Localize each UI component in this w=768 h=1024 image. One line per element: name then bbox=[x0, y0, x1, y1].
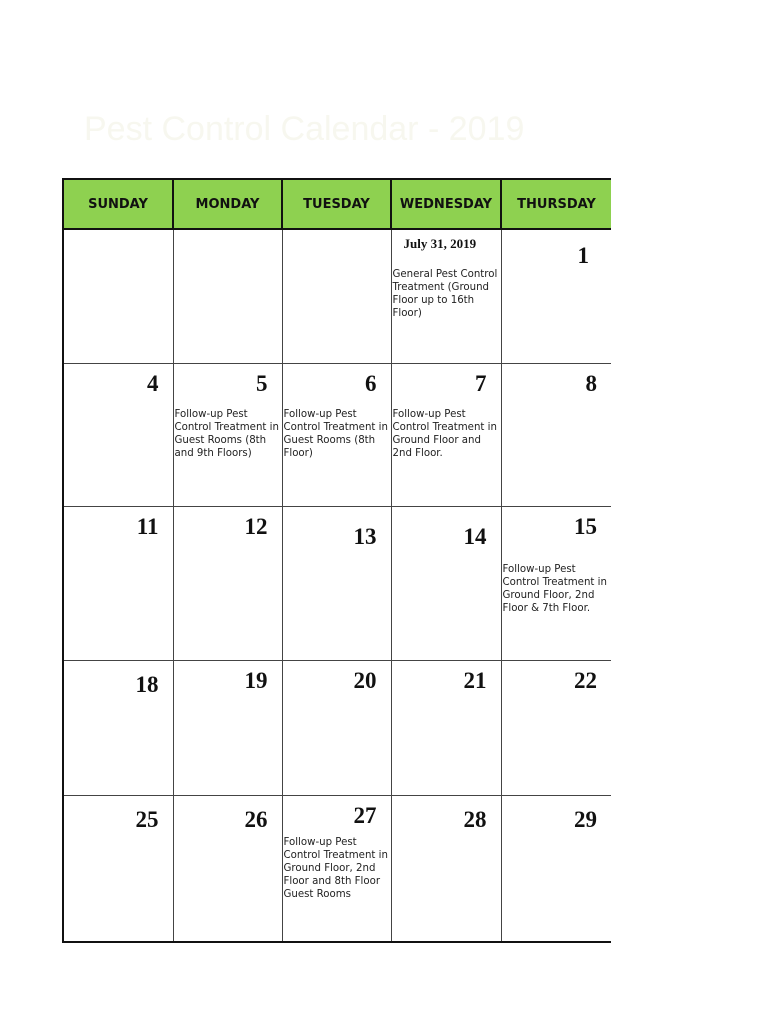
day-cell bbox=[282, 796, 391, 943]
day-number: 7 bbox=[475, 371, 487, 396]
day-cell bbox=[173, 507, 282, 661]
event-text: Follow-up Pest Control Treatment in Ground Floor and 2nd Floor. bbox=[392, 409, 497, 459]
event-text: General Pest Control Treatment (Ground Floor up to 16th Floor) bbox=[392, 269, 498, 319]
header-sunday: SUNDAY bbox=[63, 179, 173, 229]
day-cell bbox=[501, 507, 611, 661]
day-cell bbox=[501, 796, 611, 943]
day-number: 29 bbox=[574, 807, 597, 832]
day-cell bbox=[391, 364, 501, 507]
day-cell bbox=[173, 796, 282, 943]
day-number: 18 bbox=[135, 672, 159, 697]
day-number: 19 bbox=[244, 668, 268, 693]
day-number: 14 bbox=[463, 524, 487, 549]
event-text: Follow-up Pest Control Treatment in Guest Rooms (8th Floor) bbox=[283, 409, 388, 459]
day-number: 27 bbox=[353, 803, 377, 828]
calendar-title: Pest Control Calendar - 2019 bbox=[84, 110, 525, 148]
day-number: 22 bbox=[574, 668, 597, 693]
day-cell-july-31 bbox=[391, 229, 501, 364]
date-label: July 31, 2019 bbox=[403, 236, 477, 251]
day-cell bbox=[63, 507, 173, 661]
day-cell bbox=[173, 229, 282, 364]
header-monday: MONDAY bbox=[173, 179, 282, 229]
day-cell bbox=[391, 796, 501, 943]
day-cell bbox=[173, 364, 282, 507]
day-cell bbox=[63, 229, 173, 364]
day-cell bbox=[282, 507, 391, 661]
event-text: Follow-up Pest Control Treatment in Ground Floor, 2nd Floor and 8th Floor Guest Rooms bbox=[283, 837, 388, 900]
header-wednesday: WEDNESDAY bbox=[391, 179, 501, 229]
calendar-grid bbox=[62, 178, 611, 943]
day-cell bbox=[63, 796, 173, 943]
day-cell bbox=[501, 364, 611, 507]
day-number: 4 bbox=[147, 371, 159, 396]
day-cell bbox=[501, 229, 611, 364]
day-cell bbox=[391, 661, 501, 796]
header-tuesday: TUESDAY bbox=[282, 179, 391, 229]
day-number: 26 bbox=[244, 807, 268, 832]
day-number: 1 bbox=[577, 243, 589, 268]
day-cell bbox=[63, 364, 173, 507]
day-number: 8 bbox=[585, 371, 597, 396]
day-number: 15 bbox=[574, 514, 597, 539]
day-number: 28 bbox=[463, 807, 487, 832]
week-row-1 bbox=[63, 229, 611, 364]
week-row-3 bbox=[63, 507, 611, 661]
event-text: Follow-up Pest Control Treatment in Guest Rooms (8th and 9th Floors) bbox=[174, 409, 279, 459]
day-cell bbox=[282, 364, 391, 507]
day-cell bbox=[501, 661, 611, 796]
event-text: Follow-up Pest Control Treatment in Ground Floor, 2nd Floor & 7th Floor. bbox=[502, 564, 607, 614]
day-number: 25 bbox=[135, 807, 159, 832]
header-thursday: THURSDAY bbox=[501, 179, 611, 229]
day-number: 13 bbox=[353, 524, 377, 549]
day-cell bbox=[282, 229, 391, 364]
day-number: 12 bbox=[244, 514, 268, 539]
day-cell bbox=[63, 661, 173, 796]
week-row-4 bbox=[63, 661, 611, 796]
day-cell bbox=[391, 507, 501, 661]
day-cell bbox=[282, 661, 391, 796]
day-number: 21 bbox=[463, 668, 487, 693]
week-row-2 bbox=[63, 364, 611, 507]
week-row-5 bbox=[63, 796, 611, 943]
day-number: 6 bbox=[365, 371, 377, 396]
day-cell bbox=[173, 661, 282, 796]
day-number: 20 bbox=[353, 668, 377, 693]
day-number: 11 bbox=[136, 514, 159, 539]
day-number: 5 bbox=[256, 371, 268, 396]
header-row bbox=[63, 179, 611, 229]
